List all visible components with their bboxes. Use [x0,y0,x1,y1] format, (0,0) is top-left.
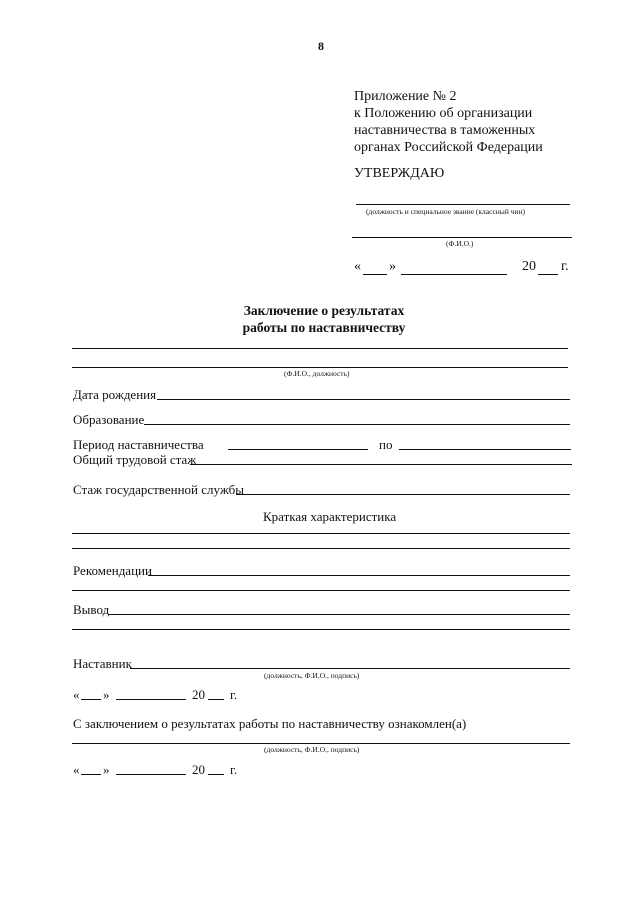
period-label: Период наставничества [73,437,204,452]
mentor-label: Наставник [73,656,132,671]
education-label: Образование [73,412,145,427]
approval-year-field[interactable] [538,274,558,275]
birth-date-field[interactable] [157,399,570,400]
mentor-caption: (должность, Ф.И.О., подпись) [264,671,360,680]
period-from-field[interactable] [228,449,368,450]
fio-line[interactable] [72,348,568,349]
approval-label: УТВЕРЖДАЮ [354,166,445,181]
acquainted-year-field[interactable] [208,774,224,775]
civil-service-label: Стаж государственной службы [73,482,244,497]
approval-name-caption: (Ф.И.О.) [446,239,474,248]
work-experience-field[interactable] [190,464,572,465]
acquainted-month-field[interactable] [116,774,186,775]
mentor-year-field[interactable] [208,699,224,700]
document-title-line: работы по наставничеству [242,319,406,335]
page-number: 8 [318,39,324,53]
acquainted-date-open-quote: « [73,762,80,777]
mentor-field[interactable] [130,668,570,669]
work-experience-label: Общий трудовой стаж [73,452,197,467]
period-to-label: по [379,437,393,452]
characteristic-heading: Краткая характеристика [263,509,397,524]
birth-date-label: Дата рождения [73,387,157,402]
appendix-line: к Положению об организации [354,106,533,121]
approval-position-caption: (должность и специальное звание (классный чин) [366,207,526,216]
approval-name-line[interactable] [352,237,572,238]
acquainted-day-field[interactable] [81,774,101,775]
period-to-field[interactable] [399,449,571,450]
approval-year-prefix: 20 [522,259,536,274]
education-field[interactable] [144,424,570,425]
approval-month-field[interactable] [401,274,507,275]
recommendations-line-2[interactable] [72,590,570,591]
document-title-line: Заключение о результатах [243,303,405,318]
conclusion-field[interactable] [108,614,570,615]
conclusion-line-2[interactable] [72,629,570,630]
appendix-line: наставничества в таможенных [354,123,536,138]
mentor-date-open-quote: « [73,687,80,702]
approval-year-suffix: г. [561,259,569,274]
acquainted-year-suffix: г. [230,762,238,777]
mentor-date-close-quote: » [103,687,110,702]
acquainted-field[interactable] [72,743,570,744]
recommendations-label: Рекомендации [73,563,152,578]
approval-day-field[interactable] [363,274,387,275]
mentor-month-field[interactable] [116,699,186,700]
conclusion-label: Вывод [73,602,110,617]
acquainted-date-close-quote: » [103,762,110,777]
appendix-block [354,88,543,156]
document-title [224,303,424,337]
characteristic-line-1[interactable] [72,533,570,534]
acquainted-caption: (должность, Ф.И.О., подпись) [264,745,360,754]
appendix-line: Приложение № 2 [354,89,457,104]
mentor-year-suffix: г. [230,687,238,702]
approval-date-close-quote: » [389,259,396,274]
approval-date-open-quote: « [354,259,361,274]
recommendations-field[interactable] [148,575,570,576]
acquainted-text: С заключением о результатах работы по наставничеству ознакомлен(а) [73,716,467,731]
approval-position-line[interactable] [356,204,570,205]
fio-line-2[interactable] [72,367,568,368]
fio-caption: (Ф.И.О., должность) [284,369,350,378]
civil-service-field[interactable] [236,494,570,495]
acquainted-year-prefix: 20 [192,762,205,777]
mentor-year-prefix: 20 [192,687,205,702]
appendix-line: органах Российской Федерации [354,140,543,155]
characteristic-line-2[interactable] [72,548,570,549]
mentor-day-field[interactable] [81,699,101,700]
